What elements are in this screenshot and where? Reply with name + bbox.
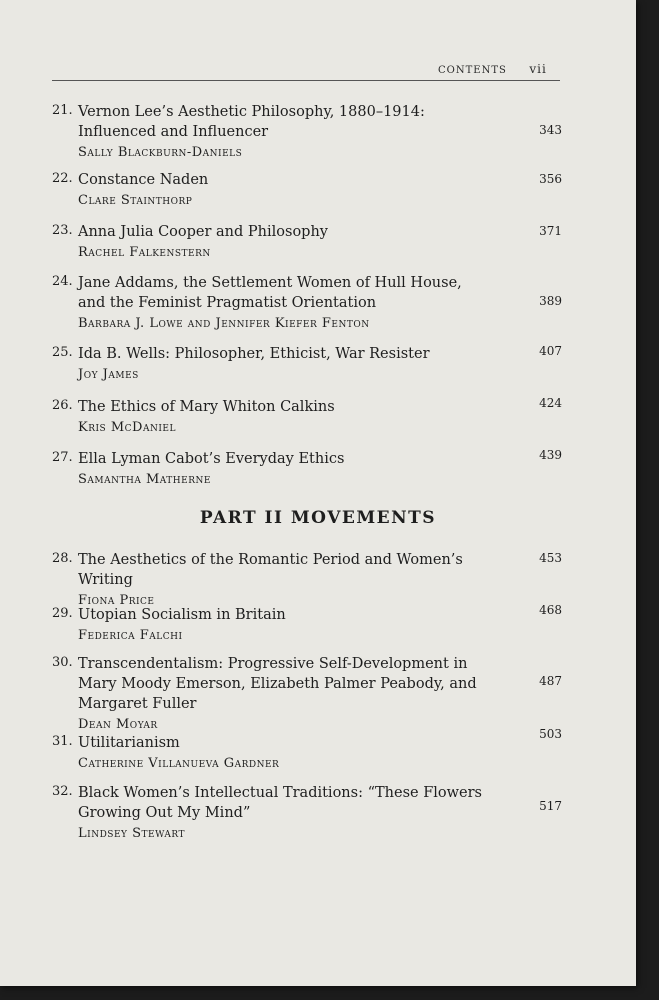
- chapter-title: The Ethics of Mary Whiton Calkins: [78, 399, 335, 415]
- chapter-title: Transcendentalism: Progressive Self-Development in Mary Moody Emerson, Elizabeth Palmer Peabody, and Margaret Fuller: [78, 656, 477, 712]
- toc-entry: [52, 654, 562, 736]
- chapter-page: 503: [539, 727, 562, 741]
- chapter-author: Kris McDaniel: [78, 420, 176, 435]
- chapter-page: 371: [539, 224, 562, 238]
- chapter-number: 27.: [52, 450, 73, 465]
- running-header: [438, 62, 547, 76]
- chapter-number: 21.: [52, 103, 73, 118]
- chapter-number: 24.: [52, 274, 73, 289]
- chapter-page: 517: [539, 799, 562, 813]
- chapter-title: The Aesthetics of the Romantic Period and Women’s Writing: [78, 552, 463, 588]
- toc-entry: [52, 727, 562, 775]
- header-label: CONTENTS: [438, 65, 507, 76]
- toc-entry: [52, 605, 562, 647]
- chapter-title: Utilitarianism: [78, 735, 180, 751]
- chapter-number: 25.: [52, 345, 73, 360]
- toc-entry: [52, 273, 562, 335]
- chapter-title: Utopian Socialism in Britain: [78, 607, 286, 623]
- toc-entry: [52, 397, 562, 439]
- toc-entry: [52, 170, 562, 212]
- chapter-number: 29.: [52, 606, 73, 621]
- chapter-author: Sally Blackburn-Daniels: [78, 145, 243, 160]
- chapter-page: 468: [539, 603, 562, 617]
- toc-entry: [52, 222, 562, 264]
- chapter-number: 31.: [52, 734, 73, 749]
- chapter-number: 28.: [52, 551, 73, 566]
- chapter-title: Vernon Lee’s Aesthetic Philosophy, 1880–1914: Influenced and Influencer: [78, 104, 425, 140]
- chapter-number: 22.: [52, 171, 73, 186]
- chapter-author: Joy James: [78, 367, 139, 382]
- toc-entry: [52, 102, 562, 164]
- toc-entry: [52, 449, 562, 491]
- chapter-author: Fiona Price: [78, 593, 155, 608]
- chapter-page: 389: [539, 294, 562, 308]
- toc-entry: [52, 783, 562, 845]
- toc-entry: [52, 344, 562, 386]
- chapter-author: Barbara J. Lowe and Jennifer Kiefer Fenton: [78, 316, 370, 331]
- chapter-number: 30.: [52, 655, 73, 670]
- header-page-number: vii: [529, 62, 547, 76]
- chapter-page: 356: [539, 172, 562, 186]
- chapter-number: 26.: [52, 398, 73, 413]
- chapter-author: Dean Moyar: [78, 717, 158, 732]
- chapter-page: 407: [539, 344, 562, 358]
- chapter-title: Black Women’s Intellectual Traditions: “These Flowers Growing Out My Mind”: [78, 785, 483, 821]
- chapter-author: Samantha Matherne: [78, 472, 211, 487]
- chapter-title: Anna Julia Cooper and Philosophy: [78, 224, 328, 240]
- chapter-title: Ida B. Wells: Philosopher, Ethicist, War Resister: [78, 346, 430, 362]
- chapter-page: 439: [539, 448, 562, 462]
- chapter-author: Clare Stainthorp: [78, 193, 193, 208]
- chapter-number: 23.: [52, 223, 73, 238]
- chapter-title: Ella Lyman Cabot’s Everyday Ethics: [78, 451, 345, 467]
- header-rule: [52, 80, 560, 81]
- chapter-author: Rachel Falkenstern: [78, 245, 211, 260]
- chapter-title: Constance Naden: [78, 172, 209, 188]
- chapter-number: 32.: [52, 784, 73, 799]
- toc-entry: [52, 550, 562, 612]
- chapter-author: Catherine Villanueva Gardner: [78, 756, 280, 771]
- chapter-author: Lindsey Stewart: [78, 826, 185, 841]
- chapter-page: 453: [539, 551, 562, 565]
- chapter-page: 424: [539, 396, 562, 410]
- chapter-title: Jane Addams, the Settlement Women of Hull House, and the Feminist Pragmatist Orientation: [78, 275, 462, 311]
- chapter-author: Federica Falchi: [78, 628, 183, 643]
- chapter-page: 487: [539, 674, 562, 688]
- part-heading: PART II MOVEMENTS: [199, 508, 437, 528]
- chapter-page: 343: [539, 123, 562, 137]
